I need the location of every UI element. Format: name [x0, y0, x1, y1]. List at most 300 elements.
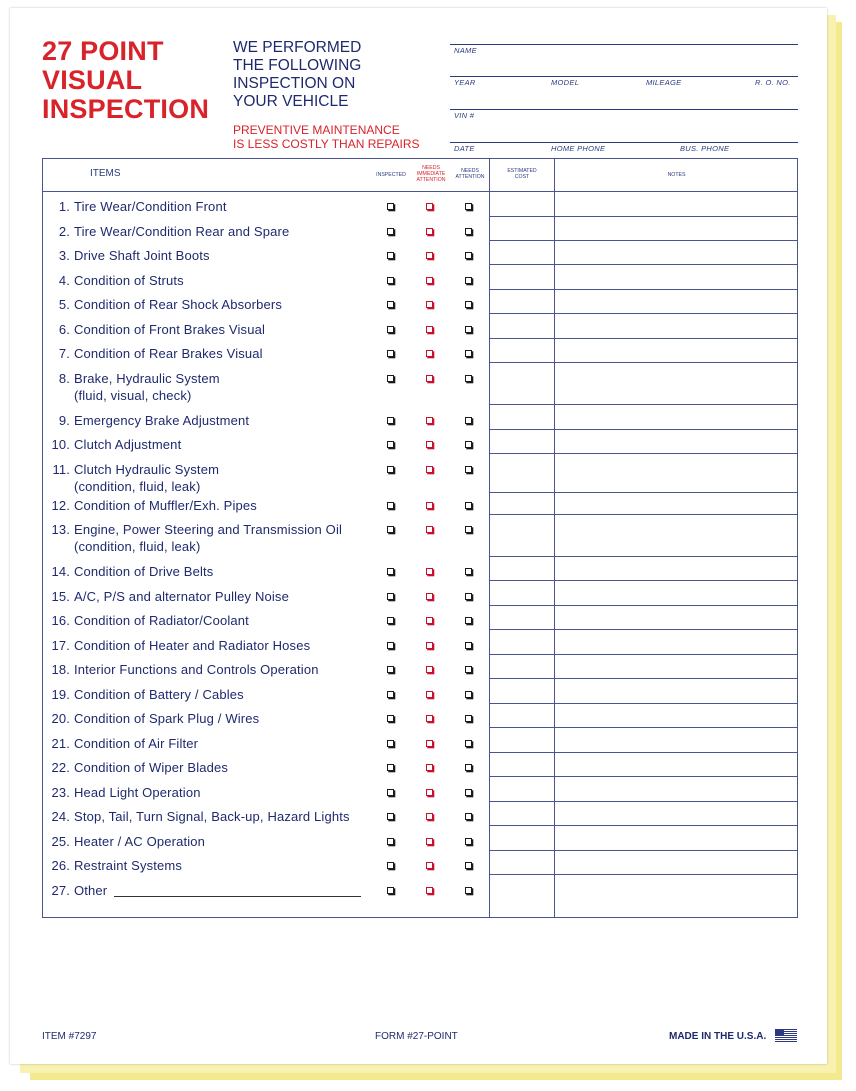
- notes-cell[interactable]: [555, 880, 797, 917]
- row-divider: [489, 429, 798, 430]
- inspection-item-23: [44, 784, 201, 801]
- item-main-line: [44, 272, 184, 289]
- year-label: YEAR: [454, 78, 476, 87]
- needs-immediate-attention-checkbox[interactable]: [426, 502, 433, 509]
- needs-attention-checkbox[interactable]: [465, 568, 472, 575]
- item-number-label: 14.: [51, 564, 70, 579]
- needs-immediate-attention-checkbox[interactable]: [426, 887, 433, 894]
- performed-line-4: YOUR VEHICLE: [233, 93, 349, 110]
- item-main-line: [44, 370, 220, 387]
- needs-attention-checkbox[interactable]: [465, 764, 472, 771]
- needs-attention-checkbox[interactable]: [465, 441, 472, 448]
- needs-attention-checkbox[interactable]: [465, 789, 472, 796]
- item-main-line: [44, 808, 350, 825]
- estimated-cost-cell[interactable]: [490, 495, 553, 514]
- inspection-item-15: [44, 588, 289, 605]
- item-main-line: [44, 223, 289, 240]
- inspection-item-14: [44, 563, 213, 580]
- estimated-cost-cell[interactable]: [490, 782, 553, 801]
- estimated-cost-cell[interactable]: [490, 434, 553, 453]
- row-divider: [489, 338, 798, 339]
- item-main-line: [44, 461, 219, 478]
- estimated-cost-cell[interactable]: [490, 245, 553, 264]
- row-divider: [489, 703, 798, 704]
- item-number-label: 24.: [51, 809, 70, 824]
- inspection-item-5: [44, 296, 282, 313]
- inspection-item-20: [44, 710, 259, 727]
- row-divider: [489, 776, 798, 777]
- notes-cell[interactable]: [555, 434, 797, 453]
- inspected-checkbox[interactable]: [387, 252, 394, 259]
- row-divider: [489, 514, 798, 515]
- item-text: Brake, Hydraulic System: [74, 371, 220, 386]
- estimated-cost-cell[interactable]: [490, 855, 553, 874]
- inspection-item-26: [44, 857, 182, 874]
- vin-label: VIN #: [454, 111, 475, 120]
- needs-immediate-attention-checkbox[interactable]: [426, 417, 433, 424]
- inspection-item-16: [44, 612, 249, 629]
- needs-immediate-attention-checkbox[interactable]: [426, 375, 433, 382]
- needs-attention-checkbox[interactable]: [465, 203, 472, 210]
- estimated-cost-cell[interactable]: [490, 343, 553, 362]
- inspection-item-7: [44, 345, 263, 362]
- needs-attention-header-line-1: NEEDS: [461, 168, 479, 174]
- row-divider: [489, 605, 798, 606]
- item-main-line: [44, 296, 282, 313]
- inspection-item-19: [44, 686, 244, 703]
- notes-cell[interactable]: [555, 684, 797, 703]
- estimated-cost-cell[interactable]: [490, 196, 553, 216]
- item-text: Heater / AC Operation: [74, 834, 206, 849]
- item-main-line: [44, 833, 205, 850]
- inspected-checkbox[interactable]: [387, 526, 394, 533]
- estimated-cost-cell[interactable]: [490, 733, 553, 752]
- notes-cell[interactable]: [555, 519, 797, 556]
- bus-phone-label: BUS. PHONE: [680, 144, 730, 153]
- item-number-label: 19.: [51, 687, 70, 702]
- performed-statement: [233, 39, 361, 111]
- inspection-item-1: [44, 198, 227, 215]
- vin-line[interactable]: [450, 109, 798, 110]
- inspected-checkbox[interactable]: [387, 228, 394, 235]
- needs-immediate-attention-checkbox[interactable]: [426, 350, 433, 357]
- row-divider: [489, 264, 798, 265]
- notes-cell[interactable]: [555, 855, 797, 874]
- item-number-label: 3.: [58, 248, 70, 263]
- notes-cell[interactable]: [555, 495, 797, 514]
- item-number-label: 22.: [51, 760, 70, 775]
- item-text: Condition of Rear Brakes Visual: [74, 346, 263, 361]
- estimated-cost-cell[interactable]: [490, 221, 553, 240]
- inspected-checkbox[interactable]: [387, 666, 394, 673]
- needs-attention-checkbox[interactable]: [465, 375, 472, 382]
- needs-attention-checkbox[interactable]: [465, 862, 472, 869]
- row-divider: [489, 678, 798, 679]
- item-main-line: [44, 882, 107, 899]
- notes-cell[interactable]: [555, 343, 797, 362]
- needs-immediate-attention-checkbox[interactable]: [426, 593, 433, 600]
- inspection-item-22: [44, 759, 228, 776]
- year-line[interactable]: [450, 76, 798, 77]
- item-text: Condition of Struts: [74, 273, 184, 288]
- notes-cell[interactable]: [555, 294, 797, 313]
- estimated-cost-cell[interactable]: [490, 880, 553, 917]
- item-number-label: 26.: [51, 858, 70, 873]
- item-text: Engine, Power Steering and Transmission Oil: [74, 522, 343, 537]
- item-text: Tire Wear/Condition Front: [74, 199, 227, 214]
- notes-cell[interactable]: [555, 245, 797, 264]
- model-label: MODEL: [551, 78, 580, 87]
- item-main-line: [44, 497, 257, 514]
- needs-attention-checkbox[interactable]: [465, 593, 472, 600]
- needs-attention-checkbox[interactable]: [465, 813, 472, 820]
- estimated-cost-cell[interactable]: [490, 586, 553, 605]
- notes-cell[interactable]: [555, 561, 797, 580]
- inspected-checkbox[interactable]: [387, 593, 394, 600]
- row-divider: [489, 313, 798, 314]
- notes-cell[interactable]: [555, 319, 797, 338]
- row-divider: [489, 917, 798, 918]
- inspection-form-sheet: [10, 8, 827, 1064]
- mileage-label: MILEAGE: [646, 78, 682, 87]
- estimated-cost-cell[interactable]: [490, 294, 553, 313]
- date-label: DATE: [454, 144, 475, 153]
- needs-attention-checkbox[interactable]: [465, 252, 472, 259]
- item-number-label: 9.: [58, 413, 70, 428]
- item-text: Condition of Wiper Blades: [74, 760, 229, 775]
- estimated-cost-column-header: [490, 168, 554, 180]
- estimated-cost-cell[interactable]: [490, 659, 553, 678]
- item-text: Condition of Air Filter: [74, 736, 199, 751]
- needs-immediate-attention-checkbox[interactable]: [426, 789, 433, 796]
- estimated-cost-cell[interactable]: [490, 270, 553, 289]
- inspected-checkbox[interactable]: [387, 568, 394, 575]
- inspection-item-27: [44, 882, 107, 899]
- estimated-cost-cell[interactable]: [490, 806, 553, 825]
- row-divider: [489, 362, 798, 363]
- estimated-cost-cell[interactable]: [490, 831, 553, 850]
- estimated-cost-cell[interactable]: [490, 519, 553, 556]
- needs-attention-checkbox[interactable]: [465, 417, 472, 424]
- needs-immediate-attention-checkbox[interactable]: [426, 813, 433, 820]
- row-divider: [489, 629, 798, 630]
- notes-cell[interactable]: [555, 782, 797, 801]
- item-subtext: (fluid, visual, check): [74, 388, 192, 403]
- inspected-checkbox[interactable]: [387, 813, 394, 820]
- inspection-item-3: [44, 247, 210, 264]
- inspected-checkbox[interactable]: [387, 375, 394, 382]
- item-text: Clutch Hydraulic System: [74, 462, 220, 477]
- notes-cell[interactable]: [555, 221, 797, 240]
- needs-attention-checkbox[interactable]: [465, 642, 472, 649]
- form-number: FORM #27-POINT: [375, 1031, 458, 1042]
- estimated-cost-cell[interactable]: [490, 368, 553, 404]
- needs-immediate-attention-checkbox[interactable]: [426, 617, 433, 624]
- item-main-line: [44, 661, 319, 678]
- notes-cell[interactable]: [555, 733, 797, 752]
- item-number-label: 23.: [51, 785, 70, 800]
- row-divider: [489, 727, 798, 728]
- inspection-item-18: [44, 661, 319, 678]
- row-divider: [489, 580, 798, 581]
- inspection-item-9: [44, 412, 249, 429]
- item-subtext: (condition, fluid, leak): [74, 539, 201, 554]
- name-line[interactable]: [450, 44, 798, 45]
- needs-immediate-attention-checkbox[interactable]: [426, 326, 433, 333]
- item-number-label: 11.: [52, 462, 70, 477]
- other-write-in-line[interactable]: [114, 896, 361, 897]
- item-text: Drive Shaft Joint Boots: [74, 248, 210, 263]
- row-divider: [489, 556, 798, 557]
- inspected-checkbox[interactable]: [387, 838, 394, 845]
- row-divider: [489, 404, 798, 405]
- item-number-label: 17.: [51, 638, 70, 653]
- inspection-item-6: [44, 321, 265, 338]
- item-number-label: 18.: [51, 662, 70, 677]
- notes-cell[interactable]: [555, 459, 797, 492]
- needs-immediate-attention-checkbox[interactable]: [426, 862, 433, 869]
- notes-cell[interactable]: [555, 708, 797, 727]
- item-main-line: [44, 345, 263, 362]
- needs-attention-checkbox[interactable]: [465, 617, 472, 624]
- inspected-checkbox[interactable]: [387, 789, 394, 796]
- needs-immediate-header-line-3: ATTENTION: [416, 177, 446, 183]
- item-text: Condition of Spark Plug / Wires: [74, 711, 260, 726]
- inspected-checkbox[interactable]: [387, 441, 394, 448]
- inspected-checkbox[interactable]: [387, 862, 394, 869]
- title-line-2: VISUAL: [42, 65, 143, 95]
- item-number-label: 20.: [51, 711, 70, 726]
- inspected-checkbox[interactable]: [387, 740, 394, 747]
- notes-cell[interactable]: [555, 270, 797, 289]
- needs-attention-checkbox[interactable]: [465, 691, 472, 698]
- estimated-cost-cell[interactable]: [490, 635, 553, 654]
- home-phone-label: HOME PHONE: [551, 144, 606, 153]
- notes-cell[interactable]: [555, 635, 797, 654]
- estimated-cost-cell[interactable]: [490, 684, 553, 703]
- inspected-checkbox[interactable]: [387, 277, 394, 284]
- item-text: Tire Wear/Condition Rear and Spare: [74, 224, 290, 239]
- needs-immediate-attention-checkbox[interactable]: [426, 715, 433, 722]
- needs-attention-checkbox[interactable]: [465, 277, 472, 284]
- inspection-item-17: [44, 637, 310, 654]
- notes-cell[interactable]: [555, 806, 797, 825]
- item-subtext: (condition, fluid, leak): [74, 479, 201, 494]
- needs-immediate-attention-checkbox[interactable]: [426, 838, 433, 845]
- row-divider: [489, 240, 798, 241]
- needs-immediate-attention-checkbox[interactable]: [426, 642, 433, 649]
- inspection-item-11: [44, 461, 219, 495]
- item-main-line: [44, 759, 228, 776]
- notes-cell[interactable]: [555, 757, 797, 776]
- notes-cell[interactable]: [555, 586, 797, 605]
- needs-immediate-attention-checkbox[interactable]: [426, 301, 433, 308]
- item-main-line: [44, 436, 181, 453]
- inspection-item-10: [44, 436, 181, 453]
- needs-immediate-attention-checkbox[interactable]: [426, 203, 433, 210]
- needs-immediate-attention-checkbox[interactable]: [426, 466, 433, 473]
- performed-line-3: INSPECTION ON: [233, 75, 356, 92]
- row-divider: [489, 453, 798, 454]
- preventive-line-2: IS LESS COSTLY THAN REPAIRS: [233, 137, 420, 151]
- item-main-line: [44, 521, 342, 538]
- needs-attention-checkbox[interactable]: [465, 838, 472, 845]
- inspected-checkbox[interactable]: [387, 203, 394, 210]
- item-number-label: 10.: [51, 437, 70, 452]
- item-text: Clutch Adjustment: [74, 437, 182, 452]
- table-header-divider: [42, 191, 798, 192]
- inspection-item-12: [44, 497, 257, 514]
- needs-immediate-attention-checkbox[interactable]: [426, 764, 433, 771]
- row-divider: [489, 801, 798, 802]
- needs-immediate-attention-checkbox[interactable]: [426, 666, 433, 673]
- item-main-line: [44, 612, 249, 629]
- item-text: A/C, P/S and alternator Pulley Noise: [74, 589, 289, 604]
- title-line-1: 27 POINT: [42, 36, 164, 66]
- estimated-cost-cell[interactable]: [490, 561, 553, 580]
- needs-attention-checkbox[interactable]: [465, 666, 472, 673]
- item-main-line: [44, 710, 259, 727]
- needs-immediate-attention-checkbox[interactable]: [426, 691, 433, 698]
- estimated-cost-header-line-1: ESTIMATED: [507, 168, 537, 174]
- item-main-line: [44, 563, 213, 580]
- needs-attention-checkbox[interactable]: [465, 301, 472, 308]
- item-number-label: 16.: [51, 613, 70, 628]
- inspection-item-13: [44, 521, 342, 555]
- needs-attention-checkbox[interactable]: [465, 502, 472, 509]
- notes-cell[interactable]: [555, 610, 797, 629]
- item-number-label: 13.: [51, 522, 70, 537]
- notes-cell[interactable]: [555, 368, 797, 404]
- item-text: Emergency Brake Adjustment: [74, 413, 250, 428]
- inspected-checkbox[interactable]: [387, 887, 394, 894]
- estimated-cost-cell[interactable]: [490, 757, 553, 776]
- item-text: Condition of Drive Belts: [74, 564, 214, 579]
- needs-attention-checkbox[interactable]: [465, 887, 472, 894]
- inspection-item-4: [44, 272, 184, 289]
- item-number-label: 5.: [58, 297, 70, 312]
- title-line-3: INSPECTION: [42, 94, 210, 124]
- inspected-checkbox[interactable]: [387, 417, 394, 424]
- name-label: NAME: [454, 46, 477, 55]
- needs-immediate-header-line-1: NEEDS: [422, 165, 440, 171]
- inspected-checkbox[interactable]: [387, 502, 394, 509]
- inspected-checkbox[interactable]: [387, 326, 394, 333]
- item-number-label: 8.: [58, 371, 70, 386]
- notes-cell[interactable]: [555, 659, 797, 678]
- item-text: Interior Functions and Controls Operation: [74, 662, 319, 677]
- row-divider: [489, 216, 798, 217]
- item-number-label: 27.: [51, 883, 70, 898]
- item-main-line: [44, 321, 265, 338]
- needs-immediate-attention-checkbox[interactable]: [426, 526, 433, 533]
- item-main-line: [44, 412, 249, 429]
- row-divider: [489, 850, 798, 851]
- needs-attention-checkbox[interactable]: [465, 228, 472, 235]
- notes-cell[interactable]: [555, 410, 797, 429]
- estimated-cost-cell[interactable]: [490, 459, 553, 492]
- estimated-cost-cell[interactable]: [490, 410, 553, 429]
- inspection-item-25: [44, 833, 205, 850]
- needs-immediate-attention-column-header: [411, 165, 451, 183]
- row-divider: [489, 825, 798, 826]
- inspected-checkbox[interactable]: [387, 466, 394, 473]
- estimated-cost-cell[interactable]: [490, 610, 553, 629]
- preventive-line-1: PREVENTIVE MAINTENANCE: [233, 123, 400, 137]
- inspected-checkbox[interactable]: [387, 617, 394, 624]
- item-number: ITEM #7297: [42, 1031, 97, 1042]
- inspection-item-21: [44, 735, 198, 752]
- inspection-item-2: [44, 223, 289, 240]
- item-text: Condition of Radiator/Coolant: [74, 613, 249, 628]
- needs-attention-checkbox[interactable]: [465, 326, 472, 333]
- needs-immediate-attention-checkbox[interactable]: [426, 740, 433, 747]
- needs-immediate-header-line-2: IMMEDIATE: [416, 171, 446, 177]
- preventive-slogan: [233, 123, 420, 151]
- made-in-usa-label: MADE IN THE U.S.A.: [669, 1031, 767, 1042]
- needs-immediate-attention-checkbox[interactable]: [426, 277, 433, 284]
- estimated-cost-cell[interactable]: [490, 708, 553, 727]
- row-divider: [489, 289, 798, 290]
- inspected-checkbox[interactable]: [387, 691, 394, 698]
- item-text: Condition of Muffler/Exh. Pipes: [74, 498, 257, 513]
- item-main-line: [44, 735, 198, 752]
- inspected-checkbox[interactable]: [387, 715, 394, 722]
- items-column-header: ITEMS: [90, 168, 121, 179]
- item-text: Condition of Rear Shock Absorbers: [74, 297, 283, 312]
- needs-attention-checkbox[interactable]: [465, 715, 472, 722]
- performed-line-1: WE PERFORMED: [233, 39, 362, 56]
- item-text: Restraint Systems: [74, 858, 183, 873]
- inspected-checkbox[interactable]: [387, 764, 394, 771]
- us-flag-icon: [775, 1029, 797, 1043]
- item-text: Other: [74, 883, 108, 898]
- item-number-label: 6.: [58, 322, 70, 337]
- needs-immediate-attention-checkbox[interactable]: [426, 568, 433, 575]
- item-main-line: [44, 784, 201, 801]
- needs-attention-checkbox[interactable]: [465, 466, 472, 473]
- inspected-checkbox[interactable]: [387, 642, 394, 649]
- inspection-item-8: [44, 370, 220, 404]
- inspected-checkbox[interactable]: [387, 301, 394, 308]
- item-main-line: [44, 637, 310, 654]
- inspected-checkbox[interactable]: [387, 350, 394, 357]
- needs-immediate-attention-checkbox[interactable]: [426, 228, 433, 235]
- needs-immediate-attention-checkbox[interactable]: [426, 441, 433, 448]
- performed-line-2: THE FOLLOWING: [233, 57, 362, 74]
- needs-attention-checkbox[interactable]: [465, 740, 472, 747]
- notes-cell[interactable]: [555, 831, 797, 850]
- item-main-line: [44, 247, 210, 264]
- item-number-label: 15.: [51, 589, 70, 604]
- needs-attention-column-header: [450, 168, 490, 180]
- needs-attention-checkbox[interactable]: [465, 526, 472, 533]
- needs-immediate-attention-checkbox[interactable]: [426, 252, 433, 259]
- ro-number-label: R. O. NO.: [755, 78, 791, 87]
- date-line[interactable]: [450, 142, 798, 143]
- item-number-label: 25.: [51, 834, 70, 849]
- item-main-line: [44, 686, 244, 703]
- item-text: Condition of Front Brakes Visual: [74, 322, 265, 337]
- item-text: Stop, Tail, Turn Signal, Back-up, Hazard Lights: [74, 809, 350, 824]
- item-number-label: 12.: [51, 498, 70, 513]
- item-main-line: [44, 857, 182, 874]
- notes-cell[interactable]: [555, 196, 797, 216]
- estimated-cost-cell[interactable]: [490, 319, 553, 338]
- needs-attention-header-line-2: ATTENTION: [455, 174, 485, 180]
- needs-attention-checkbox[interactable]: [465, 350, 472, 357]
- item-number-label: 2.: [58, 224, 70, 239]
